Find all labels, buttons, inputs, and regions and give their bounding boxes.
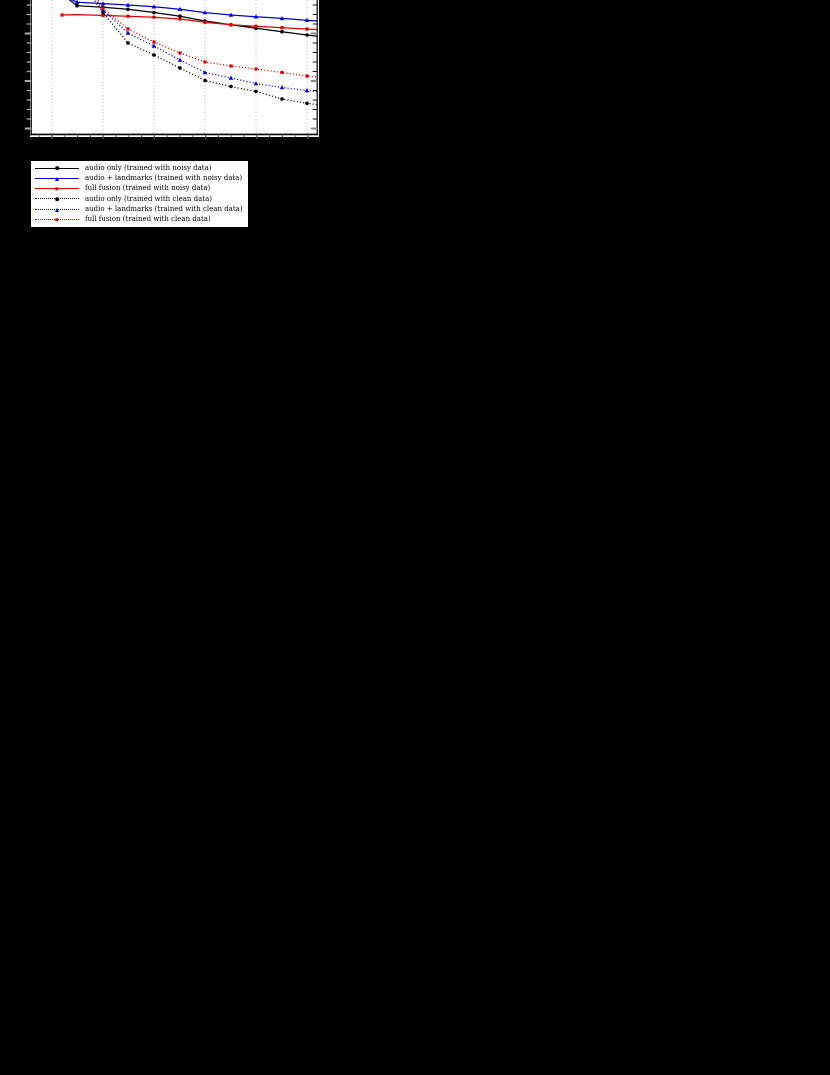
legend-marker-triangle	[55, 177, 59, 181]
series-marker-circle	[152, 53, 156, 57]
series-marker-square	[203, 21, 206, 24]
series-marker-square	[178, 51, 181, 54]
series-marker-circle	[254, 90, 258, 94]
legend-item	[31, 173, 248, 183]
legend-marker-circle	[55, 197, 59, 201]
series-marker-square	[178, 17, 181, 20]
series-marker-square	[280, 71, 283, 74]
plot-area	[30, 0, 319, 137]
series-marker-square	[229, 23, 232, 26]
series-marker-square	[126, 15, 129, 18]
legend-marker-triangle	[55, 208, 59, 212]
series-marker-circle	[280, 97, 284, 101]
series-marker-square	[254, 67, 257, 70]
legend-item	[31, 204, 248, 214]
series-marker-circle	[152, 11, 156, 15]
series-marker-circle	[280, 30, 284, 34]
series-marker-circle	[305, 102, 309, 106]
legend-label: full fusion (trained with clean data)	[85, 215, 211, 224]
legend-item	[31, 214, 248, 224]
legend-item	[31, 163, 248, 173]
legend-label: audio + landmarks (trained with clean data)	[85, 204, 243, 213]
legend-label: full fusion (trained with noisy data)	[85, 184, 211, 193]
series-marker-square	[152, 40, 155, 43]
series-marker-square	[305, 74, 308, 77]
series-marker-circle	[203, 79, 207, 83]
chart-legend	[30, 160, 249, 228]
legend-item	[31, 184, 248, 194]
series-marker-square	[229, 64, 232, 67]
legend-marker-circle	[55, 167, 59, 171]
series-marker-square	[126, 27, 129, 30]
series-marker-square	[280, 26, 283, 29]
series-marker-square	[101, 7, 104, 10]
legend-marker-square	[55, 218, 58, 221]
legend-item	[31, 194, 248, 204]
series-marker-circle	[75, 4, 79, 8]
series-marker-circle	[305, 33, 309, 37]
legend-label: audio only (trained with clean data)	[85, 194, 212, 203]
series-marker-square	[203, 60, 206, 63]
legend-label: audio + landmarks (trained with noisy data)	[85, 174, 243, 183]
series-marker-circle	[178, 66, 182, 70]
series-marker-circle	[126, 8, 130, 12]
figure-svg	[0, 0, 830, 140]
legend-marker-square	[55, 187, 58, 190]
series-marker-square	[254, 25, 257, 28]
series-marker-square	[60, 13, 63, 16]
series-marker-circle	[229, 85, 233, 89]
legend-label: audio only (trained with noisy data)	[85, 163, 212, 172]
series-marker-square	[152, 16, 155, 19]
series-marker-circle	[126, 41, 130, 45]
series-marker-square	[305, 27, 308, 30]
